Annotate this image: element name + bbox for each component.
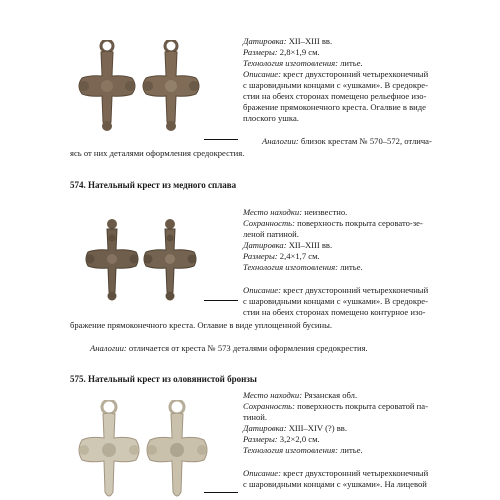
entry-573-line-3: Описание: крест двухсторонний четырехконечный xyxy=(243,69,429,79)
entry-575-heading: 575. Нательный крест из оловянистой бронзы xyxy=(70,374,257,384)
entry-574-line-0: Место находки: неизвестно. xyxy=(243,207,348,217)
entry-575-line-3: Датировка: XIII–XIV (?) вв. xyxy=(243,423,348,433)
entry-573-line-8: Аналогии: близок крестам № 570–572, отлича- xyxy=(262,136,432,146)
entry-573-line-6: бражение прямоконечного креста. Огалвие в виде xyxy=(243,102,426,112)
entry-573-line-0: Датировка: XII–XIII вв. xyxy=(243,36,333,46)
cross-573-obverse-photo xyxy=(76,40,138,136)
caption-rule-573 xyxy=(204,139,238,140)
entry-574-line-2: леной патиной. xyxy=(243,229,299,239)
entry-573-line-1: Размеры: 2,8×1,9 см. xyxy=(243,47,320,57)
entry-574-analogy: Аналогии: отличается от креста № 573 деталями оформления средокрестия. xyxy=(90,343,368,353)
entry-574-heading: 574. Нательный крест из медного сплава xyxy=(70,180,237,190)
entry-574-line-5: Технология изготовления: литье. xyxy=(243,262,363,272)
entry-573-line-4: с шаровидными концами с «ушками». В средокре- xyxy=(243,80,428,90)
cross-574-obverse-photo xyxy=(84,218,140,304)
caption-rule-575 xyxy=(204,492,238,493)
entry-574-line-1: Сохранность: поверхность покрыта серовато-зе- xyxy=(243,218,423,228)
cross-573-reverse-photo xyxy=(140,40,202,136)
entry-575-line-0: Место находки: Рязанская обл. xyxy=(243,390,358,400)
caption-rule-574 xyxy=(204,300,238,301)
entry-575-line-2: тиной. xyxy=(243,412,267,422)
entry-574-line-8: стии на обеих сторонах помещено контурное изо- xyxy=(243,307,426,317)
entry-575-line-5: Технология изготовления: литье. xyxy=(243,445,363,455)
entry-575-line-6: Описание: крест двухсторонний четырехконечный xyxy=(243,468,429,478)
cross-575-obverse-photo xyxy=(76,400,142,500)
entry-573-line-7: плоского ушка. xyxy=(243,113,299,123)
entry-575-line-4: Размеры: 3,2×2,0 см. xyxy=(243,434,320,444)
cross-574-reverse-photo xyxy=(142,218,198,304)
entry-574-line-7: с шаровидными концами с «ушками». В средокре- xyxy=(243,296,428,306)
entry-574-line-4: Размеры: 2,4×1,7 см. xyxy=(243,251,320,261)
entry-573-line-5: стии на обеих сторонах помещено рельефное изо- xyxy=(243,91,427,101)
entry-573-line-2: Технология изготовления: литье. xyxy=(243,58,363,68)
entry-575-line-1: Сохранность: поверхность покрыта сероватой па- xyxy=(243,401,428,411)
cross-575-reverse-photo xyxy=(144,400,210,500)
entry-573-continuation: ясь от них деталями оформления средокрестия. xyxy=(70,148,245,158)
entry-574-line-3: Датировка: XII–XIII вв. xyxy=(243,240,333,250)
entry-574-continuation: бражение прямоконечного креста. Оглавие в виде уплощенной бусины. xyxy=(70,320,333,330)
entry-574-line-6: Описание: крест двухсторонний четырехконечный xyxy=(243,285,429,295)
entry-575-line-7: с шаровидными концами с «ушками». На лицевой xyxy=(243,479,427,489)
